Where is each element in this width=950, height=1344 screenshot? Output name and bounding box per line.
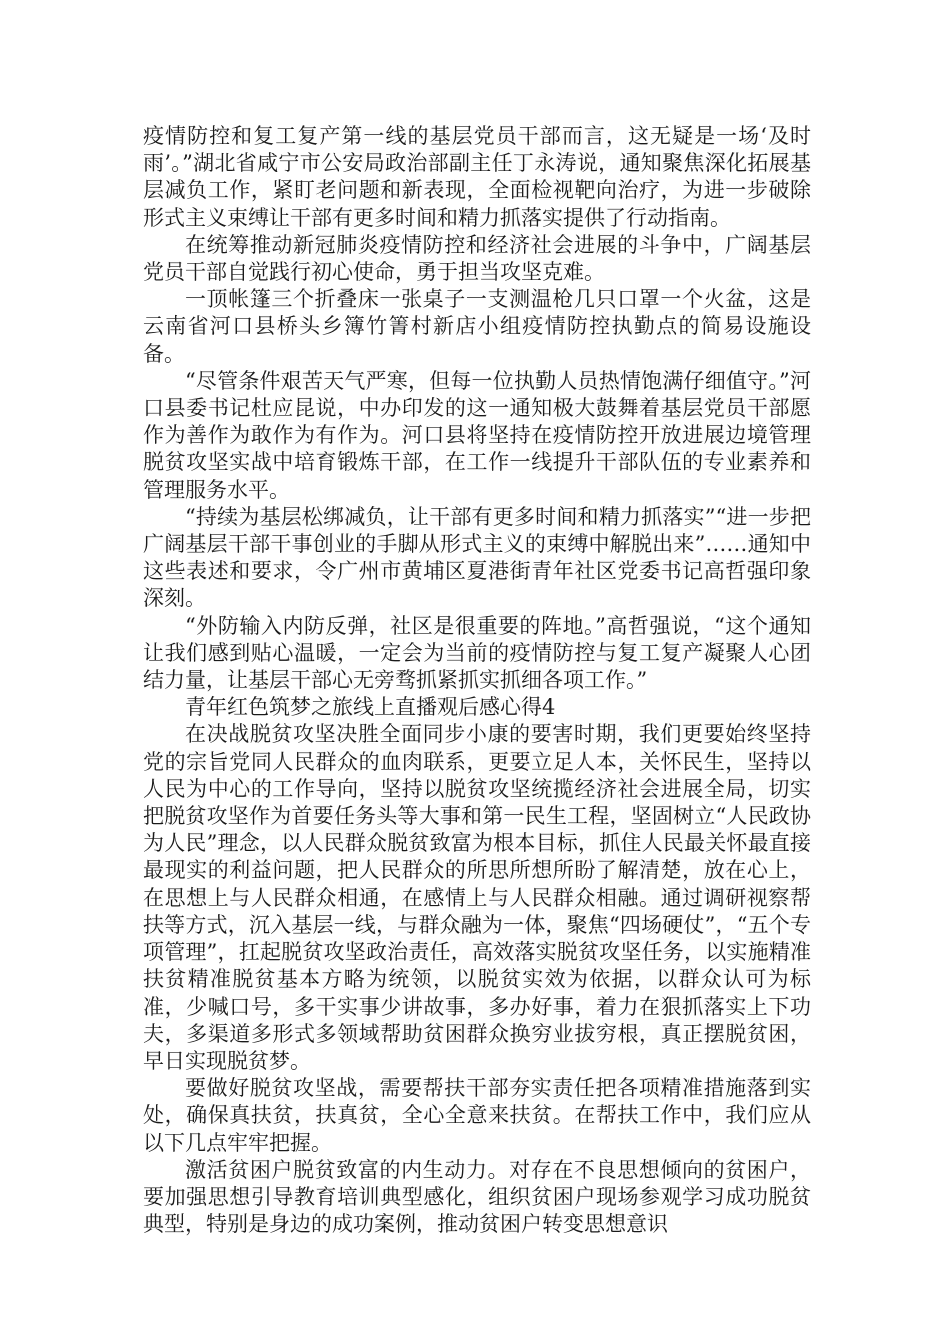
paragraph-7: 在决战脱贫攻坚决胜全面同步小康的要害时期，我们更要始终坚持党的宗旨党同人民群众的血肉联系，更要立足人本，关怀民生，坚持以人民为中心的工作导向，坚持以脱贫攻坚统揽经济社会进展全局，切实把脱贫攻坚作为首要任务头等大事和第一民生工程，坚固树立“人民政协为人民”理念，以人民群众脱贫致富为根本目标，抓住人民最关怀最直接最现实的利益问题，把人民群众的所思所想所盼了解清楚，放在心上，在思想上与人民群众相通，在感情上与人民群众相融。通过调研视察帮扶等方式，沉入基层一线，与群众融为一体，聚焦“四场硬仗”，“五个专项管理”，扛起脱贫攻坚政治责任，高效落实脱贫攻坚任务，以实施精准扶贫精准脱贫基本方略为统领，以脱贫实效为依据，以群众认可为标准，少喊口号，多干实事少讲故事，多办好事，着力在狠抓落实上下功夫，多渠道多形式多领域帮助贫困群众换穷业拔穷根，真正摆脱贫困，早日实现脱贫梦。 xyxy=(143,722,811,1073)
paragraph-9: 激活贫困户脱贫致富的内生动力。对存在不良思想倾向的贫困户，要加强思想引导教育培训典型感化，组织贫困户现场参观学习成功脱贫典型，特别是身边的成功案例，推动贫困户转变思想意识 xyxy=(143,1157,811,1237)
document-page xyxy=(143,123,811,1238)
paragraph-3: 一顶帐篷三个折叠床一张桌子一支测温枪几只口罩一个火盆，这是云南省河口县桥头乡簿竹箐村新店小组疫情防控执勤点的简易设施设备。 xyxy=(143,287,811,366)
section-title: 青年红色筑梦之旅线上直播观后感心得4 xyxy=(185,695,556,720)
paragraph-4: “尽管条件艰苦天气严寒，但每一位执勤人员热情饱满仔细值守。”河口县委书记杜应昆说，中办印发的这一通知极大鼓舞着基层党员干部愿作为善作为敢作为有作为。河口县将坚持在疫情防控开放进展边境管理脱贫攻坚实战中培育锻炼干部，在工作一线提升干部队伍的专业素养和管理服务水平。 xyxy=(143,368,811,502)
paragraph-5: “持续为基层松绑减负，让干部有更多时间和精力抓落实”“进一步把广阔基层干部干事创业的手脚从形式主义的束缚中解脱出来”……通知中这些表述和要求，令广州市黄埔区夏港街青年社区党委书记高哲强印象深刻。 xyxy=(143,504,811,611)
paragraph-2: 在统筹推动新冠肺炎疫情防控和经济社会进展的斗争中，广阔基层党员干部自觉践行初心使命，勇于担当攻坚克难。 xyxy=(143,232,811,285)
paragraph-6: “外防输入内防反弹，社区是很重要的阵地。”高哲强说，“这个通知让我们感到贴心温暖，一定会为当前的疫情防控与复工复产凝聚人心团结力量，让基层干部心无旁骛抓紧抓实抓细各项工作。” xyxy=(143,613,811,693)
paragraph-8: 要做好脱贫攻坚战，需要帮扶干部夯实责任把各项精准措施落到实处，确保真扶贫，扶真贫，全心全意来扶贫。在帮扶工作中，我们应从以下几点牢牢把握。 xyxy=(143,1076,811,1155)
paragraph-1: 疫情防控和复工复产第一线的基层党员干部而言，这无疑是一场‘及时雨’。”湖北省咸宁市公安局政治部副主任丁永涛说，通知聚焦深化拓展基层减负工作，紧盯老问题和新表现，全面检视靶向治疗，为进一步破除形式主义束缚让干部有更多时间和精力抓落实提供了行动指南。 xyxy=(143,124,811,230)
